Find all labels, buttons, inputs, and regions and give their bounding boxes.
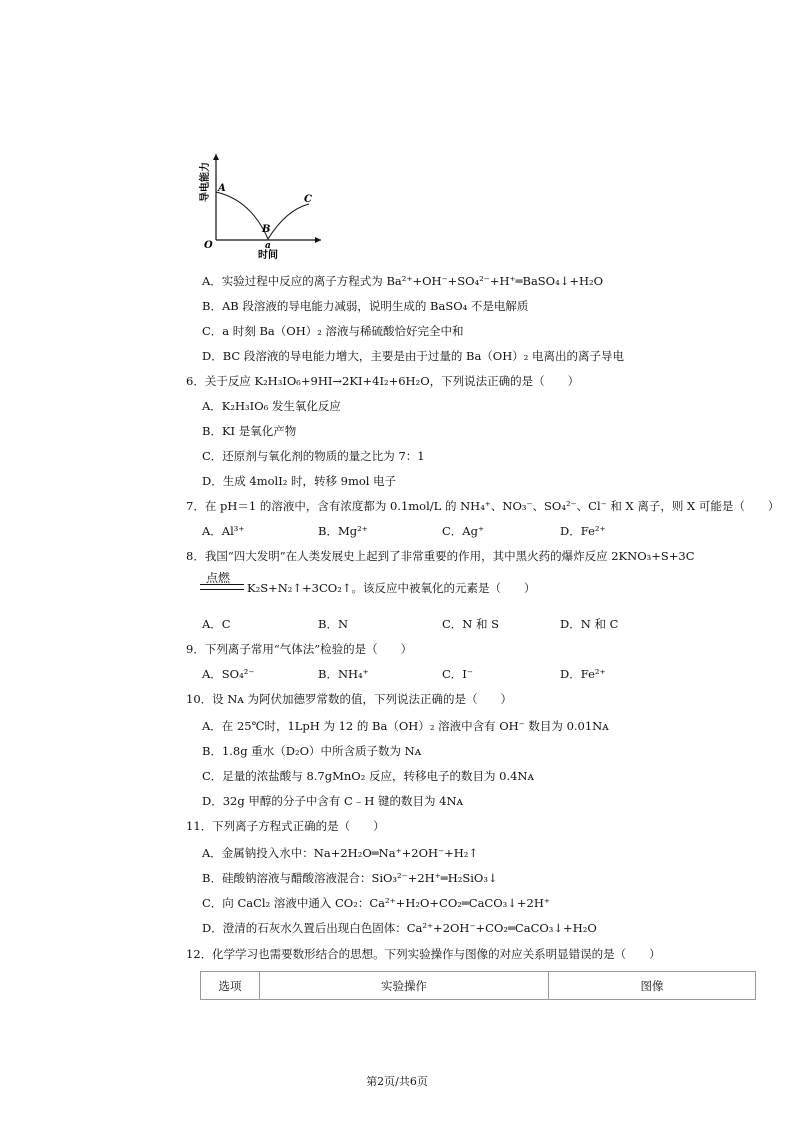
graph-ylabel: 导电能力 (200, 162, 211, 202)
double-line-arrow (200, 584, 244, 590)
table-header-option: 选项 (201, 972, 260, 1000)
table-header-image: 图像 (549, 972, 756, 1000)
graph-point-a-lower: a (265, 241, 271, 251)
q6-option-b: B．KI 是氧化产物 (202, 424, 297, 438)
q6-option-a: A．K₂H₃IO₆ 发生氧化反应 (202, 399, 341, 413)
q12-table (200, 971, 756, 1000)
q8-stem: 8．我国“四大发明”在人类发展史上起到了非常重要的作用，其中黑火药的爆炸反应 2KNO₃+S+3C (186, 549, 695, 563)
q9-option-a: A．SO₄²⁻ (202, 667, 255, 681)
q6-stem: 6．关于反应 K₂H₃IO₆+9HI→2KI+4I₂+6H₂O，下列说法正确的是（ ） (186, 374, 580, 388)
q6-option-d: D．生成 4molI₂ 时，转移 9mol 电子 (202, 474, 397, 488)
graph-origin: O (204, 240, 213, 251)
q10-option-c: C．足量的浓盐酸与 8.7gMnO₂ 反应，转移电子的数目为 0.4Nᴀ (202, 769, 534, 783)
q8-option-d: D．N 和 C (560, 617, 619, 631)
reaction-condition-text: 点燃 (206, 571, 231, 585)
q12-stem: 12．化学学习也需要数形结合的思想。下列实验操作与图像的对应关系明显错误的是（ ） (186, 947, 661, 961)
q10-stem: 10．设 Nᴀ 为阿伏加德罗常数的值，下列说法正确的是（ ） (186, 692, 513, 706)
q5-option-d: D．BC 段溶液的导电能力增大，主要是由于过量的 Ba（OH）₂ 电离出的离子导电 (202, 349, 625, 363)
graph-point-a-upper: A (218, 183, 226, 194)
reaction-condition (200, 569, 246, 589)
q8-option-c: C．N 和 S (442, 617, 500, 631)
q5-option-c: C．a 时刻 Ba（OH）₂ 溶液与稀硫酸恰好完全中和 (202, 324, 464, 338)
q7-option-d: D．Fe²⁺ (560, 524, 606, 538)
q10-option-a: A．在 25℃时，1LpH 为 12 的 Ba（OH）₂ 溶液中含有 OH⁻ 数目为 0.01Nᴀ (202, 719, 609, 733)
page-footer: 第2页/共6页 (366, 1075, 428, 1088)
q9-option-c: C．I⁻ (442, 667, 473, 681)
q8-line2: K₂S+N₂↑+3CO₂↑。该反应中被氧化的元素是（ ） (247, 581, 536, 595)
graph-point-c: C (304, 194, 312, 205)
q11-option-c: C．向 CaCl₂ 溶液中通入 CO₂：Ca²⁺+H₂O+CO₂═CaCO₃↓+2H⁺ (202, 896, 550, 910)
q11-stem: 11．下列离子方程式正确的是（ ） (186, 819, 385, 833)
q7-stem: 7．在 pH＝1 的溶液中，含有浓度都为 0.1mol/L 的 NH₄⁺、NO₃⁻、SO₄²⁻、Cl⁻ 和 X 离子，则 X 可能是（ ） (186, 499, 780, 513)
q8-option-a: A．C (202, 617, 231, 631)
q11-option-a: A．金属钠投入水中：Na+2H₂O═Na⁺+2OH⁻+H₂↑ (202, 846, 479, 860)
graph-xlabel: 时间 (258, 250, 278, 260)
q11-option-b: B．硅酸钠溶液与醋酸溶液混合：SiO₃²⁻+2H⁺═H₂SiO₃↓ (202, 871, 498, 885)
graph-point-b: B (262, 224, 271, 235)
q9-option-d: D．Fe²⁺ (560, 667, 606, 681)
q7-option-c: C．Ag⁺ (442, 524, 485, 538)
q11-option-d: D．澄清的石灰水久置后出现白色固体：Ca²⁺+2OH⁻+CO₂═CaCO₃↓+H₂O (202, 921, 597, 935)
q8-option-b: B．N (318, 617, 349, 631)
q6-option-c: C．还原剂与氧化剂的物质的量之比为 7：1 (202, 449, 425, 463)
q10-option-b: B．1.8g 重水（D₂O）中所含质子数为 Nᴀ (202, 744, 422, 758)
q10-option-d: D．32g 甲醇的分子中含有 C﹣H 键的数目为 4Nᴀ (202, 794, 464, 808)
table-header-operation: 实验操作 (260, 972, 549, 1000)
q5-option-a: A．实验过程中反应的离子方程式为 Ba²⁺+OH⁻+SO₄²⁻+H⁺═BaSO₄↓+H₂O (202, 274, 604, 288)
q7-option-b: B．Mg²⁺ (318, 524, 368, 538)
q9-stem: 9．下列离子常用“气体法”检验的是（ ） (186, 642, 413, 656)
q5-option-b: B．AB 段溶液的导电能力减弱，说明生成的 BaSO₄ 不是电解质 (202, 299, 529, 313)
q7-option-a: A．Al³⁺ (202, 524, 245, 538)
table-row (201, 972, 756, 1000)
conductivity-graph (196, 150, 326, 260)
q9-option-b: B．NH₄⁺ (318, 667, 369, 681)
